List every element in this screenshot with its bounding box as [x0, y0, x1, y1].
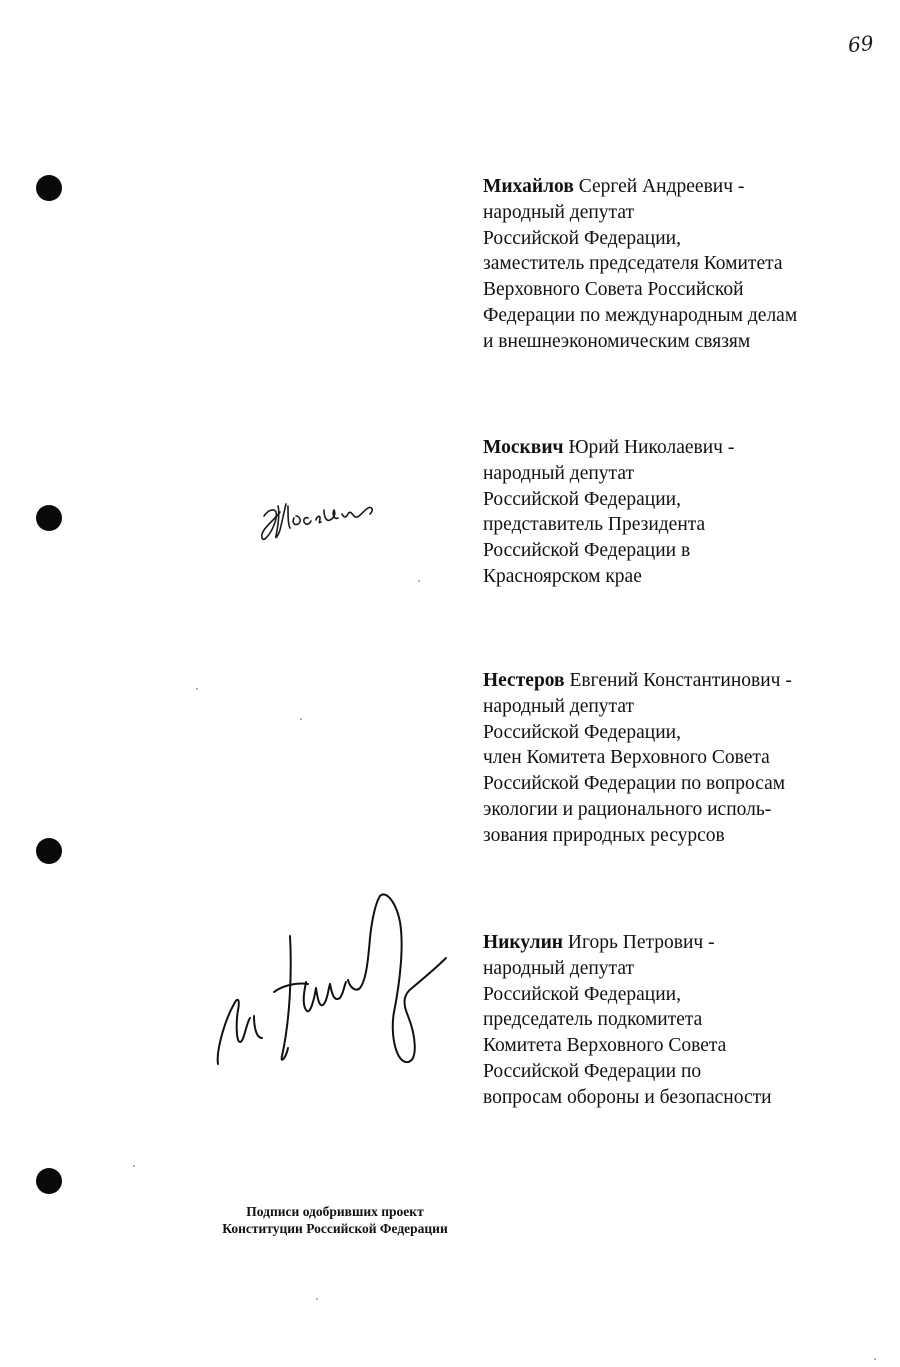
handwritten-signature-icon	[258, 492, 388, 548]
footer-note	[190, 1203, 480, 1237]
entry-line: Российской Федерации,	[483, 983, 681, 1005]
entry-line: Федерации по международным делам	[483, 304, 798, 326]
entry-line: заместитель председателя Комитета	[483, 253, 783, 275]
entry-heading	[483, 668, 883, 694]
entry-surname: Михайлов	[483, 176, 574, 197]
entry-heading	[483, 930, 883, 956]
entry-line: представитель Президента	[483, 514, 706, 536]
entry-line: и внешнеэкономическим связям	[483, 330, 751, 352]
entry-heading	[483, 435, 883, 461]
deputy-entry-nikulin	[483, 930, 883, 1111]
entry-given-names: Сергей Андреевич -	[578, 176, 745, 197]
handwritten-signature-icon	[210, 892, 450, 1074]
page-number: 69	[846, 30, 875, 58]
entry-line: народный депутат	[483, 695, 634, 717]
punch-hole-2	[36, 505, 62, 531]
entry-line: Российской Федерации по	[483, 1060, 702, 1082]
entry-line: народный депутат	[483, 462, 634, 484]
entry-line: Комитета Верховного Совета	[483, 1035, 727, 1057]
entry-line: Российской Федерации в	[483, 540, 691, 562]
signature-nikulin	[210, 892, 450, 1074]
entry-line: вопросам обороны и безопасности	[483, 1086, 772, 1108]
entry-line: экологии и рационального исполь-	[483, 798, 772, 820]
signature-moskvich	[258, 492, 388, 548]
entry-line: Российской Федерации по вопросам	[483, 773, 786, 795]
entry-line: Красноярском крае	[483, 565, 642, 587]
punch-hole-4	[36, 1168, 62, 1194]
entry-line: Российской Федерации,	[483, 227, 681, 249]
footer-line-1: Подписи одобривших проект	[246, 1204, 424, 1219]
scan-speck	[133, 1165, 135, 1167]
entry-line: председатель подкомитета	[483, 1009, 703, 1031]
deputy-entry-nesterov	[483, 668, 883, 849]
footer-line-2: Конституции Российской Федерации	[222, 1221, 448, 1236]
entry-line: член Комитета Верховного Совета	[483, 747, 770, 769]
entry-line: народный депутат	[483, 201, 634, 223]
punch-hole-3	[36, 838, 62, 864]
entry-surname: Нестеров	[483, 670, 565, 691]
deputy-entry-mikhailov	[483, 174, 883, 355]
entry-heading	[483, 174, 883, 200]
scan-speck	[196, 688, 198, 690]
scan-speck	[874, 1358, 876, 1360]
deputy-entry-moskvich	[483, 435, 883, 590]
scan-speck	[316, 1298, 318, 1300]
entry-line: Российской Федерации,	[483, 721, 681, 743]
entry-line: Верховного Совета Российской	[483, 279, 744, 301]
scan-speck	[418, 580, 420, 582]
entry-given-names: Юрий Николаевич -	[568, 437, 735, 458]
entry-surname: Никулин	[483, 932, 564, 953]
punch-hole-1	[36, 175, 62, 201]
entry-surname: Москвич	[483, 437, 564, 458]
entry-given-names: Игорь Петрович -	[567, 932, 715, 953]
entry-given-names: Евгений Константинович -	[569, 670, 792, 691]
scan-speck	[300, 718, 302, 720]
entry-line: зования природных ресурсов	[483, 824, 725, 846]
entry-line: народный депутат	[483, 957, 634, 979]
entry-line: Российской Федерации,	[483, 488, 681, 510]
